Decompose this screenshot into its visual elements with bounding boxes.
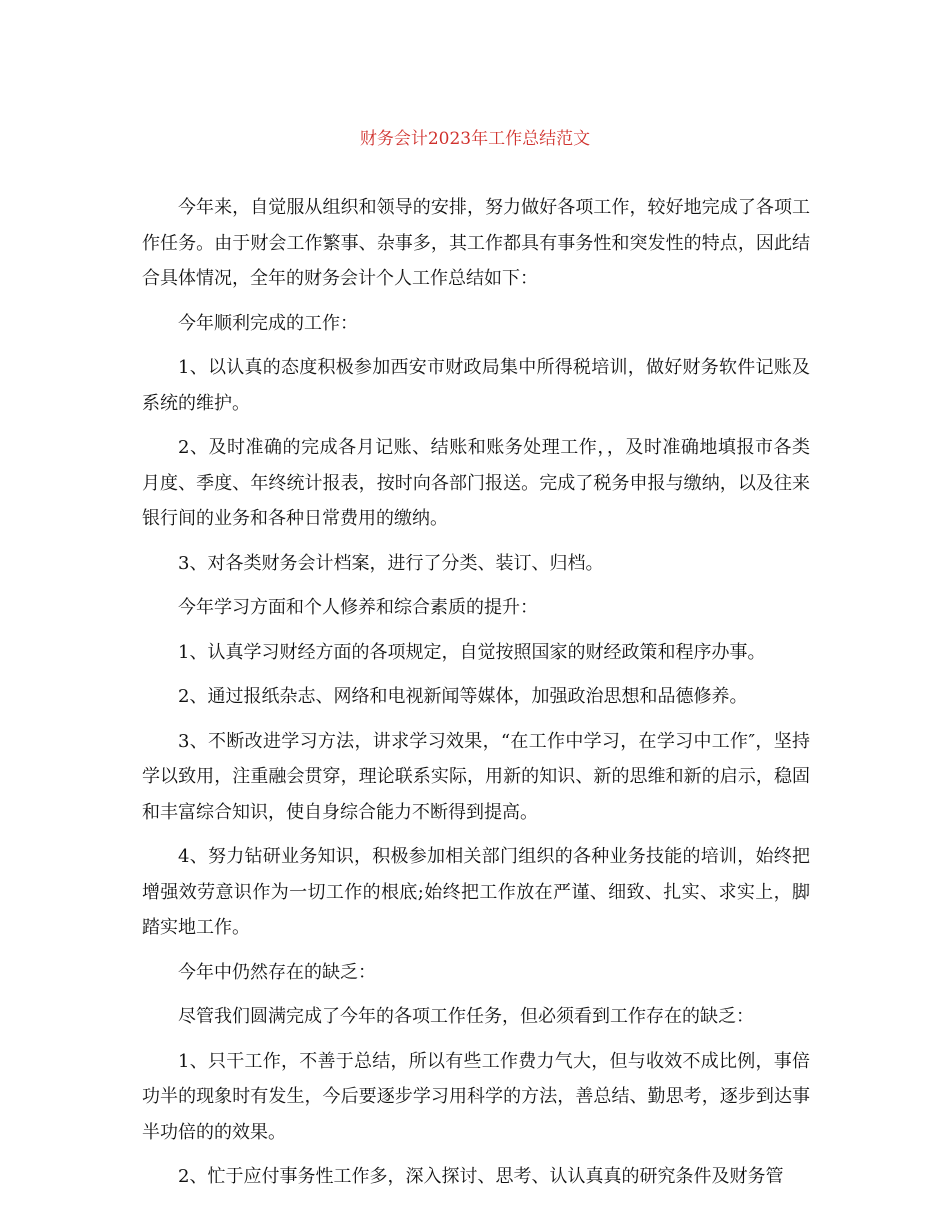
section-heading-learning: 今年学习方面和个人修养和综合素质的提升： xyxy=(178,597,538,618)
paragraph-item: 2、通过报纸杂志、网络和电视新闻等媒体，加强政治思想和品德修养。 xyxy=(178,686,748,707)
paragraph-item: 3、对各类财务会计档案，进行了分类、装订、归档。 xyxy=(178,552,604,574)
paragraph-shortcomings-intro: 尽管我们圆满完成了今年的各项工作任务，但必须看到工作存在的缺乏： xyxy=(178,1006,754,1027)
document-title: 财务会计2023年工作总结范文 xyxy=(359,129,591,149)
paragraph-item: 4、努力钻研业务知识，积极参加相关部门组织的各种业务技能的培训，始终把增强效劳意识作为一切工作的根底;始终把工作放在严谨、细致、扎实、求实上，脚踏实地工作。 xyxy=(142,846,810,938)
paragraph-item: 1、认真学习财经方面的各项规定，自觉按照国家的财经政策和程序办事。 xyxy=(178,641,766,663)
paragraph-item: 3、不断改进学习方法，讲求学习效果，“在工作中学习，在学习中工作″，坚持学以致用，注重融会贯穿，理论联系实际，用新的知识、新的思维和新的启示，稳固和丰富综合知识，使自身综合能力不断得到提高。 xyxy=(142,730,810,823)
document-body xyxy=(142,190,810,1204)
paragraph-item: 2、及时准确的完成各月记账、结账和账务处理工作，，及时准确地填报市各类月度、季度、年终统计报表，按时向各部门报送。完成了税务申报与缴纳，以及往来银行间的业务和各种日常费用的缴纳。 xyxy=(142,437,810,529)
section-heading-shortcomings: 今年中仍然存在的缺乏： xyxy=(178,961,376,983)
paragraph-intro: 今年来，自觉服从组织和领导的安排，努力做好各项工作，较好地完成了各项工作任务。由于财会工作繁事、杂事多，其工作都具有事务性和突发性的特点，因此结合具体情况，全年的财务会计个人工作总结如下： xyxy=(142,197,810,289)
paragraph-item: 1、以认真的态度积极参加西安市财政局集中所得税培训，做好财务软件记账及系统的维护。 xyxy=(142,357,810,414)
paragraph-item: 1、只干工作，不善于总结，所以有些工作费力气大，但与收效不成比例，事倍功半的现象时有发生，今后要逐步学习用科学的方法，善总结、勤思考，逐步到达事半功倍的的效果。 xyxy=(142,1050,810,1143)
paragraph-item: 2、忙于应付事务性工作多，深入探讨、思考、认认真真的研究条件及财务管 xyxy=(178,1166,784,1187)
section-heading-completed-work: 今年顺利完成的工作： xyxy=(178,312,358,334)
